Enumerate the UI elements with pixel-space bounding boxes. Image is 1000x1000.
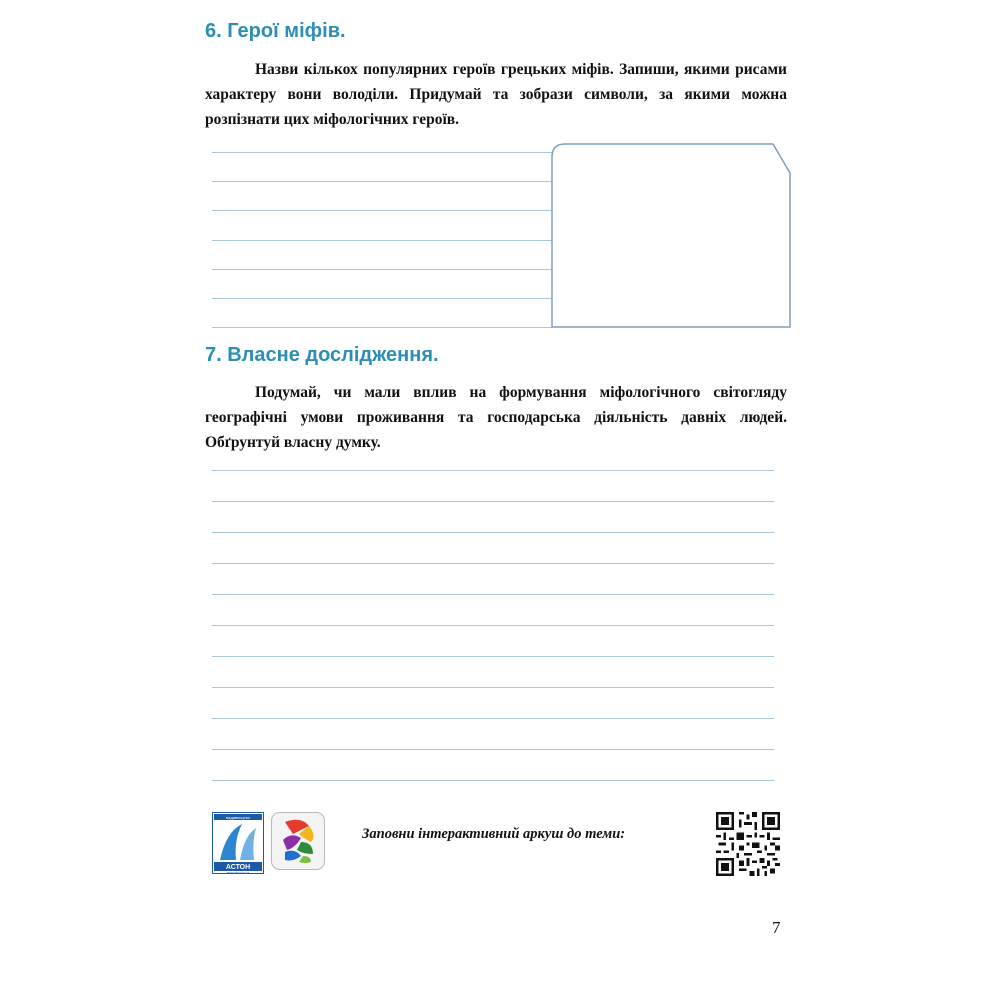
section-6-instruction: Назви кількох популярних героїв грецьких міфів. Запиши, якими рисами характеру вони володіли. Придумай та зобрази символи, за якими можна розпізнати цих міфологічних героїв. [205,61,787,128]
symbol-drawing-box[interactable] [551,143,791,328]
section-7-instruction: Подумай, чи мали вплив на формування міфологічного світогляду географічні умови проживання та господарська діяльність давніх людей. Обґрунтуй власну думку. [205,384,787,451]
section-7-title: 7. Власне дослідження. [205,344,439,366]
interactive-sheet-prompt: Заповни інтерактивний аркуш до теми: [362,826,626,842]
colorful-hands-logo-icon [271,812,325,870]
page-number: 7 [772,918,781,937]
qr-code-icon[interactable] [716,812,780,876]
aston-logo-name: АСТОН [225,864,251,871]
aston-publisher-logo-icon [212,812,264,874]
aston-logo-url: www.aston.te.ua [226,870,250,874]
section-6-answer-lines[interactable] [212,152,552,332]
aston-logo-top-text: видавництво [226,815,250,820]
section-6-title: 6. Герої міфів. [205,20,346,42]
section-7-answer-lines[interactable] [212,470,774,785]
